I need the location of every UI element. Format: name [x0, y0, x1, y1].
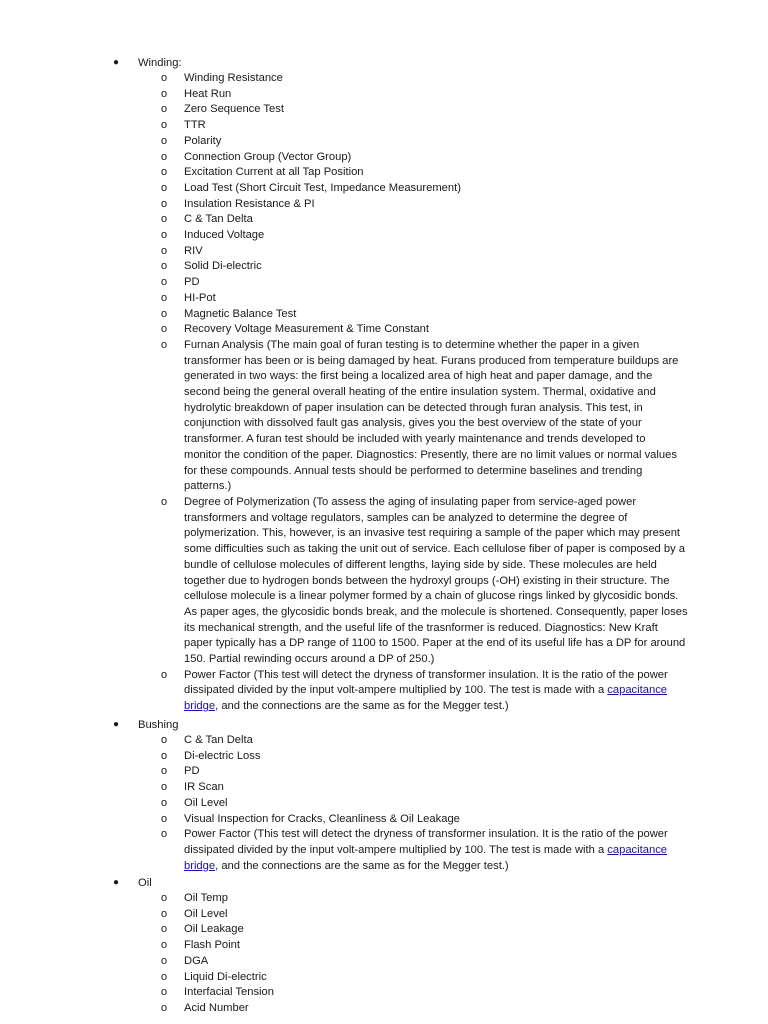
paragraph-line: for these compounds. Annual tests should be performed to determine baselines and trending [184, 464, 643, 477]
list-item [0, 938, 768, 954]
list-item [0, 307, 768, 323]
sub-bullet-marker: o [160, 119, 168, 132]
sub-bullet-marker: o [160, 213, 168, 226]
list-item [0, 102, 768, 118]
list-item-text: Oil Temp [184, 892, 228, 904]
section-winding [0, 55, 768, 715]
list-item-text: Insulation Resistance & PI [184, 197, 315, 210]
bullet-marker: ● [112, 719, 120, 730]
paragraph-line: transformer. A furan test should be included with yearly maintenance and trends developed to [184, 433, 646, 446]
sub-bullet-marker: o [160, 892, 168, 904]
list-item [0, 275, 768, 291]
sub-bullet-marker: o [160, 338, 168, 351]
bullet-marker: ● [112, 877, 120, 888]
list-item-text: DGA [184, 954, 209, 967]
list-item [0, 733, 768, 749]
sub-bullet-marker: o [160, 907, 168, 920]
list-item [0, 212, 768, 228]
paragraph-line: Power Factor (This test will detect the dryness of transformer insulation. It is the ratio of the power [184, 828, 668, 841]
paragraph-line [184, 859, 714, 875]
list-item-text: TTR [184, 119, 206, 132]
list-item [0, 165, 768, 181]
sub-bullet-marker: o [160, 260, 168, 273]
list-item [0, 780, 768, 796]
list-item-power-factor [0, 827, 768, 874]
list-item-text: C & Tan Delta [184, 734, 253, 746]
sub-bullet-marker: o [160, 828, 168, 841]
paragraph-line: monitor the condition of the paper. Diagnostics: Presently, there are no limit values or normal values [184, 448, 677, 461]
list-item-text: IR Scan [184, 781, 224, 794]
list-item-text: Polarity [184, 134, 222, 147]
sub-bullet-marker: o [160, 668, 168, 681]
paragraph-line: transformer has been or is being damaged by heat. Furans produced from temperature buildups are [184, 354, 679, 367]
paragraph-fragment: , and the connections are the same as for the Megger test.) [215, 700, 509, 713]
list-item-text: HI-Pot [184, 291, 216, 304]
list-item-text: Acid Number [184, 1001, 249, 1014]
list-item-text: PD [184, 765, 200, 778]
list-item-text: Oil Level [184, 796, 228, 809]
paragraph-fragment: dissipated divided by the input volt-ampere multiplied by 100. The test is made with a [184, 843, 608, 856]
paragraph-line: its mechanical strength, and the useful life of the trasnformer is reduced. Diagnostics: New Kraft [184, 621, 658, 634]
list-item-text: RIV [184, 244, 203, 257]
list-item [0, 922, 768, 938]
sub-bullet-marker: o [160, 87, 168, 100]
sub-bullet-marker: o [160, 276, 168, 289]
paragraph-line: As paper ages, the glycosidic bonds break, and the molecule is shortened. Consequently, paper loses [184, 605, 688, 618]
paragraph-line: second being the general overall heating of the entire insulation system. Thermal, oxidative and [184, 386, 656, 399]
paragraph-line [184, 699, 714, 715]
paragraph-line: 150. Partial rewinding occurs around a DP of 250.) [184, 653, 435, 666]
list-item-text: Di-electric Loss [184, 749, 261, 762]
list-item-text: Induced Voltage [184, 229, 265, 242]
sub-list-oil [0, 891, 768, 1017]
list-item [0, 181, 768, 197]
list-item [0, 134, 768, 150]
paragraph-line: together due to hydrogen bonds between the hydroxyl groups (-OH) existing in their structure. The [184, 574, 670, 587]
paragraph-fragment: dissipated divided by the input volt-ampere multiplied by 100. The test is made with a [184, 684, 608, 697]
list-item [0, 197, 768, 213]
capacitance-bridge-link[interactable]: capacitance [607, 684, 668, 697]
section-label-winding: Winding: [138, 57, 182, 69]
paragraph-line: some difficulties such as taking the unit out of service. Each cellulose fiber of paper is composed by a [184, 543, 686, 556]
list-item-text: Load Test (Short Circuit Test, Impedance Measurement) [184, 181, 461, 194]
sub-bullet-marker: o [160, 323, 168, 336]
list-item [0, 322, 768, 338]
paragraph-line: Furnan Analysis (The main goal of furan testing is to determine whether the paper in a given [184, 338, 640, 351]
list-item-text: Oil Level [184, 907, 228, 920]
section-bushing [0, 717, 768, 874]
paragraph-text [184, 495, 714, 668]
sub-bullet-marker: o [160, 954, 168, 967]
list-item [0, 970, 768, 986]
sub-bullet-marker: o [160, 1001, 168, 1014]
sub-bullet-marker: o [160, 812, 168, 825]
sub-bullet-marker: o [160, 72, 168, 84]
list-item [0, 812, 768, 828]
list-item-text: Connection Group (Vector Group) [184, 150, 352, 163]
bullet-item-bushing [0, 717, 768, 733]
list-item [0, 954, 768, 970]
paragraph-line: conjunction with dissolved fault gas analysis, gives you the best overview of the state of your [184, 417, 642, 430]
sub-bullet-marker: o [160, 307, 168, 320]
list-item [0, 1001, 768, 1017]
list-item-text: PD [184, 276, 200, 289]
sub-bullet-marker: o [160, 986, 168, 999]
paragraph-line: patterns.) [184, 480, 232, 493]
paragraph-text [184, 668, 714, 715]
sub-bullet-marker: o [160, 970, 168, 983]
list-item-text: Winding Resistance [184, 72, 283, 84]
paragraph-fragment: , and the connections are the same as for the Megger test.) [215, 859, 509, 872]
list-item-text: Magnetic Balance Test [184, 307, 297, 320]
list-item-text: Heat Run [184, 87, 232, 100]
list-item-text: Solid Di-electric [184, 260, 262, 273]
list-item [0, 985, 768, 1001]
paragraph-line: paper typically has a DP range of 1100 to 1500. Paper at the end of its useful life has a DP for around [184, 637, 686, 650]
list-item [0, 71, 768, 87]
paragraph-line: hydrolytic breakdown of paper insulation can be detected through furan analysis. This test, in [184, 401, 643, 414]
list-item-power-factor [0, 668, 768, 715]
list-item [0, 764, 768, 780]
sub-bullet-marker: o [160, 150, 168, 163]
paragraph-line [184, 843, 714, 859]
list-item [0, 87, 768, 103]
list-item-text: Zero Sequence Test [184, 103, 284, 116]
paragraph-text [184, 827, 714, 874]
paragraph-line: cellulose molecule is a linear polymer formed by a chain of glucose rings linked by glycosidic bonds. [184, 590, 679, 603]
sub-bullet-marker: o [160, 166, 168, 179]
sub-bullet-marker: o [160, 229, 168, 242]
capacitance-bridge-link[interactable]: bridge [184, 859, 216, 872]
paragraph-line: generated in two ways: the first being a localized area of high heat and paper damage, and the [184, 370, 653, 383]
sub-bullet-marker: o [160, 796, 168, 809]
paragraph-line: polymerization. This, however, is an invasive test requiring a sample of the paper which may present [184, 527, 681, 540]
sub-bullet-marker: o [160, 734, 168, 746]
paragraph-line: bundle of cellulose molecules of different lengths, laying side by side. These molecules are held [184, 558, 657, 571]
sub-bullet-marker: o [160, 134, 168, 147]
list-item-text: C & Tan Delta [184, 213, 253, 226]
list-item-text: Liquid Di-electric [184, 970, 267, 983]
paragraph-line: transformers and voltage regulators, samples can be analyzed to determine the degree of [184, 511, 628, 524]
sub-bullet-marker: o [160, 197, 168, 210]
sub-bullet-marker: o [160, 103, 168, 116]
paragraph-line: Degree of Polymerization (To assess the aging of insulating paper from service-aged power [184, 495, 637, 508]
paragraph-line: Power Factor (This test will detect the dryness of transformer insulation. It is the ratio of the power [184, 668, 668, 681]
list-item [0, 150, 768, 166]
paragraph-line [184, 683, 714, 699]
section-label-oil: Oil [138, 877, 152, 889]
list-item [0, 749, 768, 765]
list-item-text: Recovery Voltage Measurement & Time Constant [184, 323, 429, 336]
sub-bullet-marker: o [160, 749, 168, 762]
sub-bullet-marker: o [160, 765, 168, 778]
bullet-item-oil [0, 875, 768, 891]
capacitance-bridge-link[interactable]: bridge [184, 700, 216, 713]
sub-list-bushing [0, 733, 768, 874]
list-item-text: Flash Point [184, 939, 240, 952]
list-item [0, 259, 768, 275]
list-item-text: Oil Leakage [184, 923, 244, 936]
section-oil [0, 875, 768, 1017]
sub-bullet-marker: o [160, 495, 168, 508]
list-item-text: Excitation Current at all Tap Position [184, 166, 364, 179]
sub-bullet-marker: o [160, 923, 168, 936]
list-item [0, 796, 768, 812]
sub-bullet-marker: o [160, 939, 168, 952]
paragraph-text [184, 338, 714, 495]
sub-list-winding [0, 71, 768, 715]
list-item [0, 891, 768, 907]
section-label-bushing: Bushing [138, 719, 179, 731]
list-item-text: Visual Inspection for Cracks, Cleanliness & Oil Leakage [184, 812, 460, 825]
bullet-marker: ● [112, 57, 120, 68]
sub-bullet-marker: o [160, 244, 168, 257]
sub-bullet-marker: o [160, 291, 168, 304]
sub-bullet-marker: o [160, 781, 168, 794]
sub-bullet-marker: o [160, 181, 168, 194]
list-item [0, 118, 768, 134]
capacitance-bridge-link[interactable]: capacitance [607, 843, 668, 856]
list-item [0, 228, 768, 244]
list-item [0, 291, 768, 307]
list-item-furan-analysis [0, 338, 768, 495]
list-item-text: Interfacial Tension [184, 986, 274, 999]
bullet-item-winding [0, 55, 768, 71]
list-item [0, 244, 768, 260]
list-item [0, 907, 768, 923]
list-item-degree-of-polymerization [0, 495, 768, 668]
